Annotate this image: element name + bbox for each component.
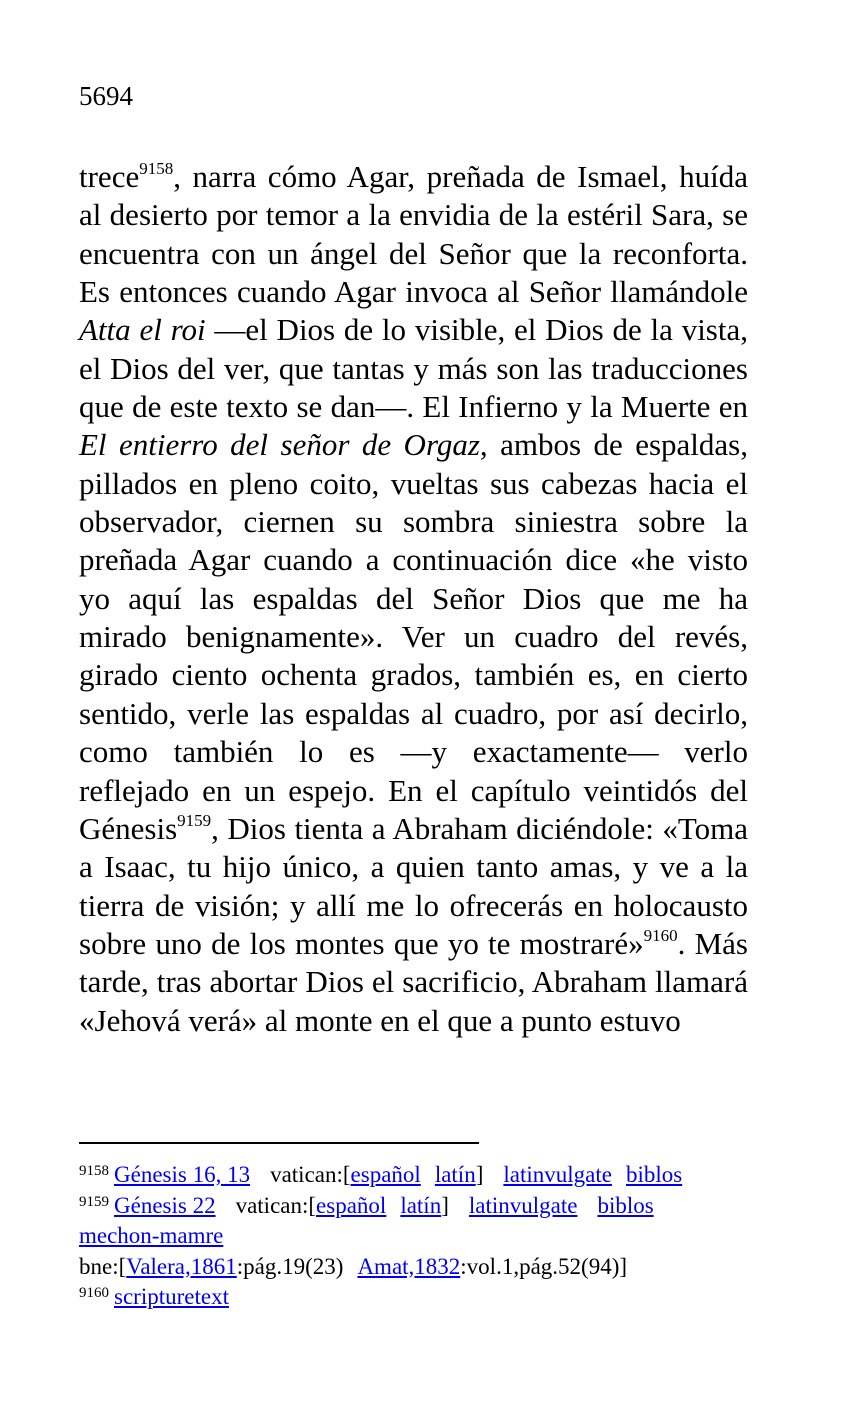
espanol-link[interactable]: español xyxy=(350,1162,421,1187)
footnote-9158 xyxy=(79,1160,799,1191)
valera-link[interactable]: Valera,1861 xyxy=(126,1253,237,1279)
genesis-link[interactable]: Génesis 22 xyxy=(114,1192,216,1218)
text-segment: trece xyxy=(79,159,140,194)
biblos-link[interactable]: biblos xyxy=(625,1162,683,1187)
footnote-ref-9159: 9159 xyxy=(177,810,212,830)
latin-link[interactable]: latín xyxy=(400,1192,442,1218)
valera-page: :pág.19(23) xyxy=(236,1253,344,1279)
footnote-number: 9159 xyxy=(79,1193,109,1210)
bne-label: bne:[ xyxy=(79,1253,127,1279)
footnote-9160 xyxy=(79,1282,799,1313)
footnote-ref-9158: 9158 xyxy=(139,158,174,178)
footnote-number: 9158 xyxy=(79,1163,109,1179)
text-segment: , Dios tienta a Abraham diciéndole: «Toma a Isaac, tu hijo único, a quien tanto amas, y ve a la tierra de visión; y allí me lo ofrecerás en holocausto sobre uno de los montes que yo te mostraré» xyxy=(79,810,748,961)
bracket-close: ] xyxy=(475,1162,484,1187)
text-segment: , ambos de espaldas, pillados en pleno coito, vueltas sus cabezas hacia el observador, ciernen su sombra siniestra sobre la preñada Agar cuando a continuación dice «he visto yo aquí las espaldas del Señor Dios que me ha mirado benignamente». Ver un cuadro del revés, girado ciento ochenta grados, también es, en cierto sentido, verle las espaldas al cuadro, por así decirlo, como también lo es —y exactamente— verlo reflejado en un espejo. En el capítulo veintidós del Génesis xyxy=(79,427,748,846)
genesis-link[interactable]: Génesis 16, 13 xyxy=(114,1162,251,1187)
biblos-link[interactable]: biblos xyxy=(597,1192,654,1218)
footnote-ref-9160: 9160 xyxy=(643,925,678,945)
footnotes-section xyxy=(79,1160,799,1313)
amat-link[interactable]: Amat,1832 xyxy=(357,1253,461,1279)
latinvulgate-link[interactable]: latinvulgate xyxy=(503,1162,612,1187)
italic-title-entierro: El entierro del señor de Orgaz xyxy=(79,427,480,463)
footnote-divider xyxy=(79,1142,479,1144)
espanol-link[interactable]: español xyxy=(316,1192,387,1218)
scripturetext-link[interactable]: scripturetext xyxy=(114,1284,229,1309)
footnote-9159 xyxy=(79,1191,799,1222)
vatican-label: vatican:[ xyxy=(235,1192,317,1218)
amat-page: :vol.1,pág.52(94)] xyxy=(460,1253,628,1279)
latin-link[interactable]: latín xyxy=(434,1162,476,1187)
latinvulgate-link[interactable]: latinvulgate xyxy=(468,1192,578,1218)
bracket-close: ] xyxy=(441,1192,449,1218)
mechon-mamre-link[interactable]: mechon-mamre xyxy=(79,1223,224,1248)
body-paragraph xyxy=(79,158,748,1040)
text-segment: —el Dios de lo visible, el Dios de la vista, el Dios del ver, que tantas y más son las traducciones que de este texto se dan—. El Infierno y la Muerte en xyxy=(79,312,748,425)
text-segment: . Más tarde, tras abortar Dios el sacrificio, Abraham llamará «Jehová verá» al monte en el que a punto estuvo xyxy=(79,925,749,1038)
page-number: 5694 xyxy=(79,81,133,111)
footnote-9159-bne xyxy=(79,1252,799,1283)
italic-phrase-atta-el-roi: Atta el roi xyxy=(79,312,206,348)
vatican-label: vatican:[ xyxy=(270,1162,351,1187)
footnote-9159-continued xyxy=(79,1221,799,1252)
footnote-number: 9160 xyxy=(79,1285,109,1301)
text-segment: , narra cómo Agar, preñada de Ismael, huída al desierto por temor a la envidia de la estéril Sara, se encuentra con un ángel del Señor que la reconforta. Es entonces cuando Agar invoca al Señor llamándole xyxy=(79,159,748,310)
